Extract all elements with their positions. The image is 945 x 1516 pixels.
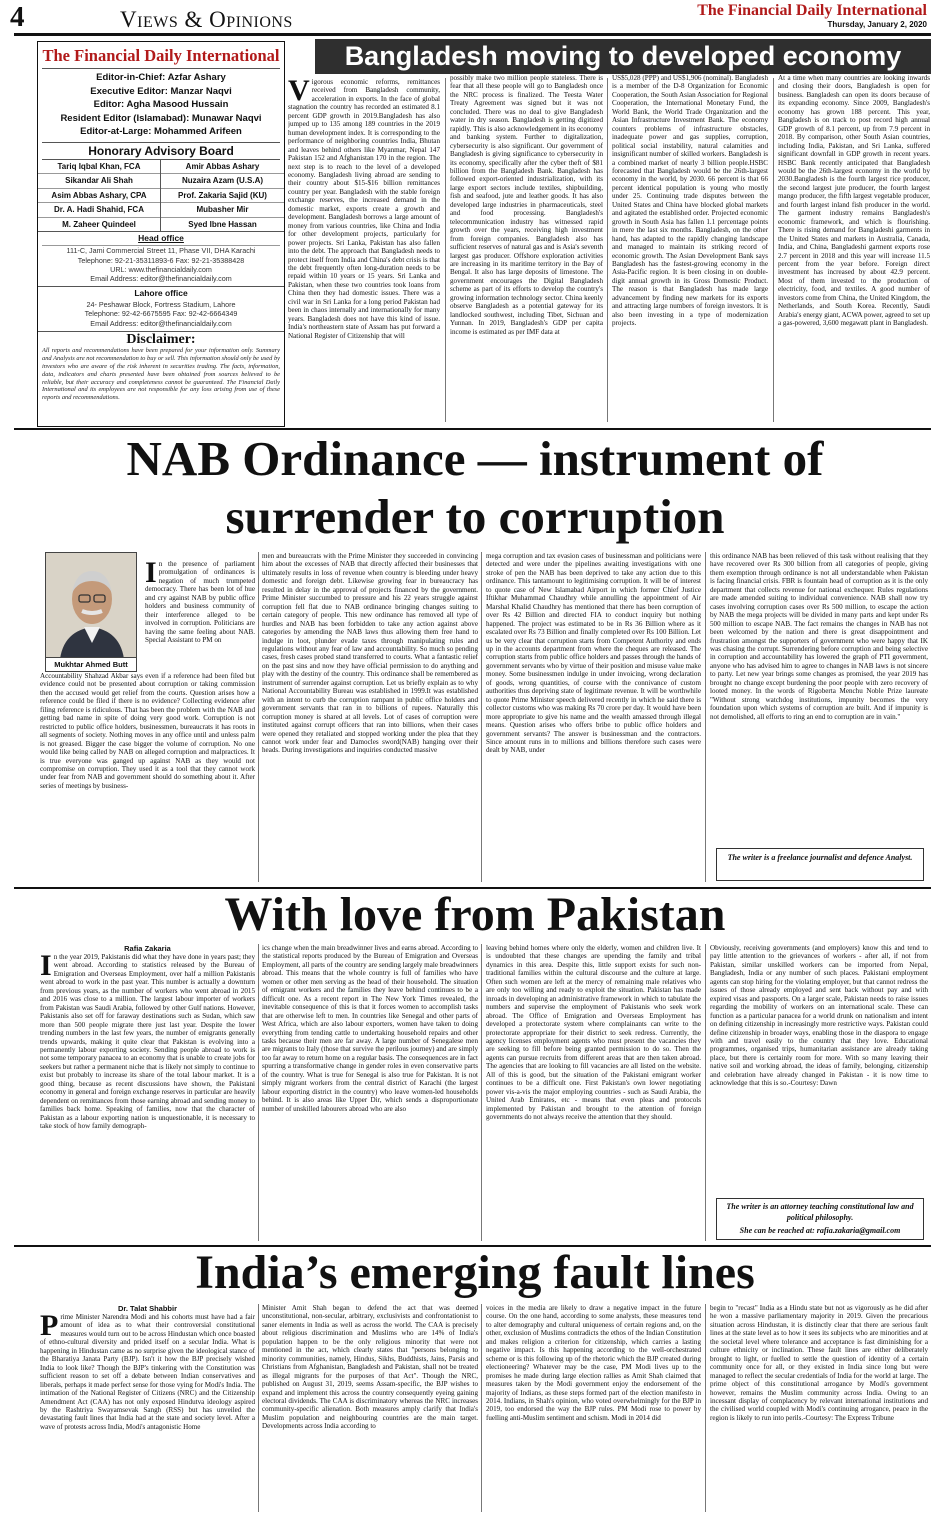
board-member: Prof. Zakaria Sajid (KU) bbox=[161, 189, 284, 204]
head-office-title: Head office bbox=[138, 233, 184, 244]
disclaimer-text: All reports and recommendations have been prepared for your information only. Summary and Analysis are not recommendation to buy or sell. This information should only be used by investors who are aware of the risk inherent in securities trading. The facts, information, data, indicators and charts presented have been obtained from sources believed to be reliable, but their accuracy and completeness cannot be guaranteed. The Financial Daily International and its employees are not responsible for any loss arising from use of these reports and recommendations. bbox=[42, 346, 280, 402]
article3-column: ics change when the main breadwinner lives and earns abroad. According to the statistical reports produced by the Bureau of Emigration and Overseas Employment, all parts of the country are sending largely male breadwinners abroad. This means that the whole country is full of families who have women or other men serving as the head of their household. The situation of emigrant workers and the families they leave behind continues to be a difficult one. As a recent report in The New York Times revealed, the inevitable consequence of this is that it forces women to accomplish tasks that are otherwise left to men. In countries like Senegal and other parts of West Africa, which are also labour exporters, women have taken to doing everything from tending cattle to undertaking household repairs and other tasks because their men are far away. A large number of Senegalese men are migrants to Italy (those that survive the perilous journey) and are simply too far away to return home on a regular basis. The consequences are in fact spurring a transformative change in gender roles in even conservative parts of the country. What is true for Senegal is also true for Pakistan. It is not simply migrant workers from the central district of Karachi (the largest labour exporting district in the country) who leave women-led households behind. It is also areas like Upper Dir, which sends a disproportionate number of unskilled labourers abroad who are also bbox=[262, 944, 478, 1113]
board-member: Nuzaira Azam (U.S.A) bbox=[161, 174, 284, 189]
head-office-line: 111-C, Jami Commercial Street 11, Phase VII, DHA Karachi bbox=[66, 246, 256, 256]
board-member: Sikandar Ali Shah bbox=[38, 174, 160, 189]
article2-headline: NAB Ordinance — instrument of surrender to corruption bbox=[126, 431, 824, 544]
editor: Editor: Agha Masood Hussain bbox=[93, 99, 229, 110]
article4-headline: India’s emerging fault lines bbox=[195, 1246, 755, 1299]
article1-headline: Bangladesh moving to developed economy bbox=[344, 41, 902, 71]
article3-column: In the year 2019, Pakistanis did what they have done in years past; they went abroad. According to statistics released by the Bureau of Emigration and Overseas Employment, over half a million Pakistanis went abroad to work in the past year. This number is actually a downturn from previous years, as the number of workers who went abroad in 2015 and 2016 was close to a million. The largest labour importer of workers from Pakistan was Saudi Arabia, followed by other Gulf nations. However, Pakistanis also set off for faraway destinations such as Sudan, which saw more than 500 people migrate there just last year. Despite the lower trending numbers in the last few years, the number of emigrants generally trends upwards, making it quite clear that Pakistan is evolving into a permanently labour exporting society. Sending people abroad to work is not some temporary panacea to an economy that is unable to create jobs for seekers but rather a permanent niche that is likely not simply to continue to exist but probably to increase its share of the total labour market. It is a good thing, because as recent discussions have shown, the Pakistani economy in general and foreign exchange reserves in particular are heavily dependent on remittances from those earning abroad and sending money to families back home. Speaking of families, now that the character of Pakistan as a labour exporting nation is unquestionable, it is necessary to take stock of how family demograph- bbox=[40, 953, 255, 1131]
board-member: Amir Abbas Ashary bbox=[161, 160, 284, 175]
head-office-line: URL: www.thefinancialdaily.com bbox=[110, 264, 212, 274]
board-member: M. Zaheer Quindeel bbox=[62, 219, 136, 229]
author-portrait-icon bbox=[46, 553, 137, 659]
editor-in-chief: Editor-in-Chief: Azfar Ashary bbox=[96, 72, 226, 83]
header-rule bbox=[14, 33, 931, 36]
board-member: Asim Abbas Ashary, CPA bbox=[38, 189, 160, 204]
article3-writer-note: The writer is an attorney teaching constitutional law and political philosophy. bbox=[726, 1202, 914, 1222]
head-office-line: Telephone: 92-21-35311893-6 Fax: 92-21-35388428 bbox=[77, 255, 245, 265]
header-paper-name: The Financial Daily International bbox=[697, 2, 927, 19]
resident-editor: Resident Editor (Islamabad): Munawar Naqvi bbox=[60, 112, 262, 124]
disclaimer-title: Disclaimer: bbox=[126, 331, 196, 347]
section-title: Views & Opinions bbox=[120, 7, 293, 32]
article4-column: voices in the media are likely to draw a negative impact in the future course. On the one hand, according to some analysts, these measures tend to alter demography and cultural uniqueness of certain regions and, on the other, exclusion of Muslims contradicts the ethos of the Indian Constitution and makes religion a criterion for citizenship, which carries a lasting negative impact. Is this happening according to the well-orchestrated scheme or is this following up of the rhetoric which the BJP created during electioneering? Whatever may be the case, PM Modi lives up to the promises he made during large election rallies as Amit Shah claimed that measures taken by the Modi government enjoy the endorsement of the majority of Indians, as these steps formed part of the election manifesto in 2014. Indians, in Shah's opinion, who voted overwhelmingly for the BJP in 2019, too endorsed the way the BJP rules. PM Modi rose to power by fuelling anti-Muslim sentiment and schism. Modi in 2014 did bbox=[486, 1304, 701, 1422]
article3-writer-email: She can be reached at: rafia.zakaria@gmail.com bbox=[739, 1226, 901, 1235]
page-number: 4 bbox=[10, 1, 25, 33]
article4-column: Prime Minister Narendra Modi and his cohorts must have had a fair amount of idea as to what their controversial constitutional measures would turn out to be across Hindustan which once boasted of ethno-cultural diversity and prided itself on a secular India. What is happening in Hindustan came as no surprise given the ideological stance of the Bharatiya Janata Party (BJP). Isn't it how the BJP precisely wished India to look like? Though the BJP's tinkering with the Constitution was sufficient reason to set off a debate between Indian conservatives and liberals, perhaps it made perfect sense for those vying for Modi's India. The intimation of the National Register of Citizens (NRC) and the Citizenship Amendment Act (CAA) has not only exposed Hindutva ideology aspired by the Rashtriya Swayamsevak Sangh (RSS) but has unveiled the devastating fault lines that India had at the state and society level. After a wave of protests across India, Modi's antagonistic Home bbox=[40, 1313, 255, 1431]
article2-writer-note: The writer is a freelance journalist and defence Analyst. bbox=[727, 853, 913, 862]
advisory-board-title: Honorary Advisory Board bbox=[88, 143, 234, 158]
article2-column: men and bureaucrats with the Prime Minister they succeeded in convincing him about the excesses of NAB that directly affected their businesses that ultimately results in loss of revenue when country is bleeding under heavy domestic and foreign debt. Likewise growing fear in bureaucracy has resulted in delay in the approval of projects financed by the government. Prime Minister succumbed to pressure and his 22 years struggle against corruption fell flat due to NAB ordinance bringing changes suiting to certain category of people. This new ordinance has removed all type of hurdles and NAB has been forbidden to take any action against above categories by amending the NAB laws thus allowing them free hand to indulge in loot, plunder evade taxes through manipulating rules and regulations without any fear of law and accountability. So much so pending cases, fresh cases probed stand transferred to courts. What a fantastic relief on the past sins and now they have official permission to do anything and play with the destiny of the country. This ordinance shall be remembered as instrument of surrender against corruption. Let us briefly explain as to why National Accountability Bureau was established in 1999.It was established with an intent to curb the corruption rampant in public office holders and government servants that ran in to billions of rupees. Naturally this corruption money is shared at all levels. Lot of cases of corruption were instituted against corrupt officers that ran into billions, when their cases were opened they retaliated and stopped working under the plea that they cannot work under fear and Damocles sword(NAB) hanging over their heads. During investigations and inquiries conducted massive bbox=[262, 552, 478, 755]
editor-at-large: Editor-at-Large: Mohammed Arifeen bbox=[80, 126, 242, 137]
article1-column: Vigorous economic reforms, remittances received from Bangladesh community, acceleration in exports. In the face of global stagnation the country has recorded an estimated 8.1 percent GDP growth in 2019.Bangladesh has also jumped up to 135 among 189 countries in the 2019 human development index. It is corresponding to the performance of neighboring countries India, Bhutan and leaves behind others like Myanmar, Nepal 147 Pakistan 152 and Afghanistan 170 in the region. The next step is to reach to the level of a developed economy. Bangladesh living abroad are sending to their country about $15-$16 billion remittances country per year. Bangladesh with the stable foreign exchange reserves, the increased demand in the domestic market, exports create a growth and development. Bangladesh borrows a large amount of money from various countries, like China and India for other development projects, particularly for power projects. Sri Lanka, Pakistan has also fallen into the debt. The approach that Bangladesh needs to protect itself from India and China's debt crisis is that the debt frequently often long-duration needs to be repaid within 10 years or 15 years. Sri Lanka and Pakistan, when these two countries took loans from China then they had domestic issues. There was a civil war in Sri Lanka for a long period Pakistan had been in chaos internally and internationally for many years. Bangladesh does not have this kind of issue. India's northeastern state of Assam has put forward a National Register of Citizenship that will bbox=[288, 78, 440, 340]
head-office-line: Email Address: editor@thefinancialdaily.com bbox=[90, 274, 232, 284]
article3-byline: Rafia Zakaria bbox=[124, 944, 171, 953]
article4-column: begin to "recast" India as a Hindu state but not as vigorously as he did after he won a massive parliamentary majority in 2019. Given the precarious situation across Hindustan, it is distinctly clear that there are serious fault lines at the state level as to how it sees its subjects who are minorities and at the societal level where tolerance and acceptance is fast diminishing for a culture ethnicity or inclination. These fault lines are either deliberately brought to light, or fuelled to settle the question of identity of a certain community once for all, or they existed in India since long but were managed to reflect the secular credentials of India for the world at large. The prime object of this constitutional arrogance by Modi's government however, remains the Muslim community across India. Owing to an incessant display of complacency by relevant international institutions and the civilised world coupled with Modi's continuing arrogance, peace in the region is likely to run into perils.-Courtesy: The Express Tribune bbox=[710, 1304, 928, 1422]
author-caption: Mukhtar Ahmed Butt bbox=[46, 657, 136, 671]
masthead-box bbox=[37, 41, 285, 427]
board-member: Dr. A. Hadi Shahid, FCA bbox=[38, 203, 160, 218]
article2-column: mega corruption and tax evasion cases of businessman and politicians were detected and were under the pipelines awaiting investigations with one stroke of pen the NAB has been deprived to take any action due to this ordinance. This tantamount to legitimising corruption. It will be of interest to quote case of New Islamabad Airport in which former Chief Justice Iftikhar Muhammad Chaudhry while annulling the appointment of Air Marshal Khalid Chaudhry has mentioned that there has been corruption of over Rs 42 Billion and directed FIA to conduct inquiry but nothing happened. The project was estimated to be in Rs 36 Billion where as it escalated over Rs 73 Billion and finally completed over Rs 100 Billion. Let us be very clear that corruption starts from Competent Authority and ends up in the accounts department from where the cheques are released. The corruption starts from public office holders and passes through the hands of government servants who by virtue of their position and misuse value make money. Some businessmen indulge in under invoicing, wrong declaration of goods, wrong quantities, of course with the connivance of custom authorities thus depriving state of legitimate revenue. It will be worthwhile to quote Prime Minister speech delivered recently in which he said there is collector customs who was making Rs 70 crore per day. It would have been more appropriate to give his name and the wealth amassed through illegal means. Question arises who offers bribe to public office holders and government servants? The answer is businessman and the contractors. Since amount runs in to millions and billions therefore such cases were dealt by NAB, under bbox=[486, 552, 701, 755]
article3-column: leaving behind homes where only the elderly, women and children live. It is undoubted that these changes are upending the family and tribal dynamics in this area. Despite this, little support exists for such non-traditional families within the cultural discourse and the culture at large. Often such women are left at the mercy of remaining male relatives who are only too willing and ready to exploit the situation. Pakistan has made inroads in developing an administrative framework in which to tabulate the numbers and supervise the employment of Pakistanis who seek work abroad. The Office of Emigration and Overseas Employment has developed a protectorate system where complainants can write to the protectorate appropriate for their district to seek redress. Currently, the agency licenses employment agents who must present the vacancies they are seeking to fill before being granted permission to do so. Then the agents can pursue recruits from different areas that are then taken abroad. The agencies that are looking to fill vacancies are all listed on the website. All of this is good, but the situation of the Pakistani emigrant worker continues to be a difficult one. First Pakistan's own lower negotiating power vis-a-vis the major employing countries - such as Saudi Arabia, the United Arab Emirates, etc - means that even pleas and protocols implemented by Pakistan and brought to the attention of foreign governments do not always receive the attention that they should. bbox=[486, 944, 701, 1122]
article4-column: Minister Amit Shah began to defend the act that was deemed unconstitutional, non-secular, arbitrary, exclusivists and confrontationist to saner elements in India as well as across the world. The CAA is precisely about religious discrimination and Muslims who are 14% of India's population happen to be the only religious minority that were not mentioned in the act, which clearly states that "persons belonging to minority communities, namely, Hindus, Sikhs, Buddhists, Jains, Parsis and Christians from Afghanistan, Bangladesh and Pakistan, shall not be treated as illegal migrants for the purposes of that Act". Though the NRC, published on August 31, 2019, seems Assam-specific, the BJP wishes to expand and implement this across the country consequently eyeing gaining electoral dividends. The CAA is discriminatory whereas the NRC increases community-specific alienation. Both measures amply clarify that India's Muslim population and neighbouring countries are the main target. Developments across India according to bbox=[262, 1304, 478, 1431]
board-member: Syed Ibne Hassan bbox=[188, 219, 257, 229]
article1-column: possibly make two million people stateless. There is fear that all these people will go to Bangladesh once the NRC process is finalized. The Teesta Water Treaty Agreement was signed but it was not concluded. There was no deal to give Bangladesh water in dry season. Bangladesh is getting digitized rapidly. This is also acknowledgement in its economy and banking system. Further to digitalization, cybersecurity is also significant. Our government of Bangladesh is giving significance to cybersecurity in its economy, specifically after the cyber theft of $81 billion from the Bangladesh Bank. Bangladesh has followed export-oriented industrialization, with its large export sectors include textiles, shipbuilding, fish and seafood, jute and leather goods. It has also developed large industries in pharmaceuticals, steel and food processing. Bangladesh's telecommunication industry has witnessed rapid growth over the years, receiving high investment from foreign companies. Bangladesh also has sufficient reserves of natural gas and is Asia's seventh largest gas producer. Offshore exploration activities are increasing in its maritime territory in the Bay of Bengal. It also has large deposits of limestone. The government encourages the Digital Bangladesh scheme as part of its efforts to develop the country's growing information technology sector. China keenly observe Bangladesh as a potential gateway for its landlocked southwest, including Tibet, Sichuan and Yunnan. In 2019, Bangladesh's GDP per capita income is estimated as per IMF data at bbox=[450, 74, 603, 336]
board-member: Tariq Iqbal Khan, FCA bbox=[38, 160, 160, 175]
lahore-office-line: Telephone: 92-42-6675595 Fax: 92-42-6664349 bbox=[84, 309, 238, 319]
header-date: Thursday, January 2, 2020 bbox=[827, 20, 927, 29]
executive-editor: Executive Editor: Manzar Naqvi bbox=[90, 85, 232, 97]
board-member: Mubasher Mir bbox=[161, 203, 284, 218]
article3-headline: With love from Pakistan bbox=[224, 888, 726, 941]
lahore-office-line: 24- Peshawar Block, Fortress Stadium, Lahore bbox=[86, 300, 236, 310]
lahore-office-title: Lahore office bbox=[134, 288, 188, 299]
article3-column: Obviously, receiving governments (and employers) know this and tend to pay little attention to the grievances of workers - after all, if not from Pakistan, similar unskilled workers can be imported from Nepal, Bangladesh, India or any number of such places. Pakistani employment agents can stop hiring for the violating employer, but that cannot redress the issues of those already employed and sent back without pay and with expired visas and passports. On a larger scale, Pakistan needs to raise issues regarding the mobility of workers on an international scale. These can function as a particular panacea for a world drunk on nationalism and intent on defining citizenship in increasingly more restrictive ways. Pakistan could define citizenship in broader ways, enabling those in the diaspora to engage with and travel easily to the country that they love. Educational programmes, organised trips, humanitarian assistance are already taking place, but there is certainly room for more. With so many leaving their native soil and working abroad, the ideas of family, belonging, citizenship and celebration have already changed in Pakistan - it is now time to acknowledge that this is so.-Courtesy: Dawn bbox=[710, 944, 928, 1088]
article2-column: this ordinance NAB has been relieved of this task without realising that they have recovered over Rs 300 billion from all categories of people, giving them exemption through ordinance is not all understandable when Pakistan is facing financial crisis. FBR is fountain head of corruption as it is the only department that collects revenue for national exchequer. Rules regulations are made amended suiting to individual convenience. NAB shall now try cases involving corruption cases over Rs 500 million, to escape the action by NAB the mega projects will be divided in many parts and kept under Rs 500 million to escape NAB. The fact remains the changes in NAB has not been welcomed by the nation and there is great disappointment and frustration amongst the supporters of government who were happy that IK was chasing the corrupt. Surrendering before corruption and being selective in corruption and accountability has lowered the graph of PTI government, anyone who has advised him to agree to changes in NAB laws is not sincere to party. Let new year brings some changes as promised, the year 2019 has brought no change except burdening the poor people with zero recovery of looted money. In the words of Rigoberta Menchu Noble Prize laureate "Without strong watchdog institutions, impunity becomes the very foundation upon which systems of corruption are built. And if impunity is not demolished, all efforts to ring an end to corruption are in vain." bbox=[710, 552, 928, 721]
masthead-title: The Financial Daily International bbox=[42, 46, 280, 65]
article4-byline: Dr. Talat Shabbir bbox=[117, 1304, 178, 1313]
article1-column: At a time when many countries are looking inwards and closing their doors, Bangladesh is open for business. Bangladesh can open its doors because of its expanding economy. Since 2009, Bangladesh's economy has grown 188 percent. This year, Bangladesh is on track to post record high annual GDP growth of 8.1 percent, up from 7.9 percent in 2018. By comparison, other South Asian countries, including India, Pakistan, and Sri Lanka, suffered significant downfall in GDP growth in recent years. HSBC Bank recently anticipated that Bangladesh would be the 26th-largest economy in the world by 2030.Bangladesh is the fourth largest rice producer, the second largest jute producer, the fourth largest mango producer, the fifth largest vegetable producer, and fourth largest inland fish producer in the world. The garment industry remains Bangladesh's economic framework, and which is flourishing. There is rising demand for Bangladeshi garments in the United States and markets in Australia, Canada, India, and China, Bangladeshi garment exports rose 2.7 percent in 2018 and this year will increase 11.5 percent from the year before. Foreign direct investment has increased by about 42.9 percent. Most of them invested to the production of electricity, food, and textiles. A good number of investors come from China, the United Kingdom, the Netherlands, and South Korea. Recently, Saudi Arabia's energy giant, ACWA power, agreed to set up a gas-powered, 3,600 megawatt plant in Bangladesh. bbox=[778, 74, 930, 328]
article1-column: US$5,028 (PPP) and US$1,906 (nominal). Bangladesh is a member of the D-8 Organization for Economic Cooperation, the South Asian Association for Regional Cooperation, the International Monetary Fund, the World Bank, the World Trade Organization and the Asian Infrastructure Investment Bank. The economy counters problems of infrastructure obstacles, inadequate power and gas supplies, corruption, political social instability, natural calamities and insignificant number of skilled workers. Bangladesh is a combined market of nearly 3 billion people.HSBC forecasted that Bangladesh would be the 26th-largest economy in the world, by 2030. 66 percent is that 66 percent identical population is young who mostly under 25. Continuing trade disputes between the United States and China have blocked global markets and agitated the established order. Projected economic growth in South Asia has fallen 1.1 percentage points in mere the last six months. Bangladesh, on the other hand, has adapted to the rapidly changing landscape and managed to maintain its striking record of economic growth. The Asian Development Bank says Bangladesh has the fastest-growing economy in the Asia-Pacific region. It is been closing in on double-digit annual growth in its Gross Domestic Product. The reason is that Bangladesh has made large advancement by finding new markets for its exports and attracting large numbers of foreign investors. It is also been investing in a type of modernization projects. bbox=[612, 74, 768, 328]
author-photo bbox=[45, 552, 137, 672]
article2-column: Accountability Shahzad Akbar says even if a reference had been filed but evidence could not be presented about corruption or taking commission then the accused would get relief from the courts. Question arises how a reference could be filed if there is no evidence? Collecting evidence after filing reference is ridiculous. That has been the problem with the NAB and getting bad name in spite of doing very good work. Corruption is not restricted to public office holders, businessmen, bureaucrats it has roots in all segments of society. Nothing moves in any office until and unless palm is not greased. Bigger the case bigger the volume of corruption. No one would like being called by NAB on alleged corruption and malpractices. It is true everyone was ganged up against NAB as they would not compromise on corruption. They used it as a tool that they cannot work under fear from NAB and government should do something about it. After series of meetings by business- bbox=[40, 672, 255, 790]
lahore-office-line: Email Address: editor@thefinancialdaily.com bbox=[90, 318, 232, 328]
article2-column: In the presence of parliament promulgation of ordinances is negation of much trumpeted democracy. There has been lot of hue and cry against NAB by public office holders and business community of their interference alleged to be involved in corruption. Politicians are having the same feeling about NAB. Special Assistant to PM on bbox=[145, 560, 255, 645]
